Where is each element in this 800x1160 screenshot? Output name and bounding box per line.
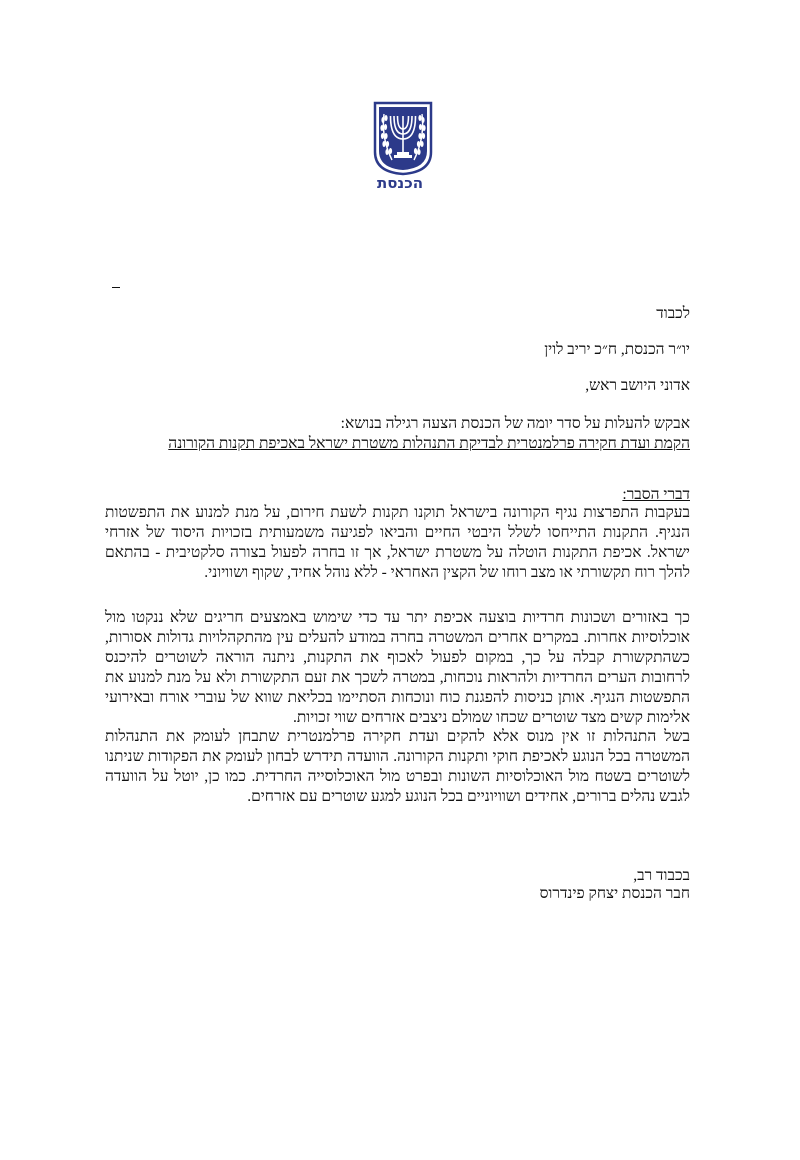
logo-text: הכנסת [376,174,424,192]
request-intro: אבקש להעלות על סדר יומה של הכנסת הצעה רגילה בנושא: [340,415,690,432]
recipient-line: יו״ר הכנסת, ח״כ יריב לוין [544,341,690,358]
salutation-to: לכבוד [656,305,690,322]
signer-name: חבר הכנסת יצחק פינדרוס [539,885,690,902]
request-subject: הקמת ועדת חקירה פרלמנטרית לבדיקת התנהלות משטרת ישראל באכיפת תקנות הקורונה [168,435,690,452]
closing-regards: בכבוד רב, [633,867,690,884]
explanation-heading: דברי הסבר: [622,486,690,503]
address-line: אדוני היושב ראש, [585,377,690,394]
text-cursor-mark [112,287,120,288]
explanation-paragraph-2: כך באזורים ושכונות חרדיות בוצעה אכיפת יתר עד כדי שימוש באמצעים חריגים שלא ננקטו מול אוכלוסיות אחרות. במקרים אחרים המשטרה בחרה במודע להעלים עין מהתקהלויות גדולות אסורות, כשהתקשורת קבלה על כך, במקום לפעול לאכוף את התקנות, ניתנה הוראה לשוטרים להיכנס לרחובות הערים החרדיות ולהראות נוכחות, במטרה לשכך את זעם התקשורת ולא על מנת למנוע את התפשטות הנגיף. אותן כניסות להפגנת כוח ונוכחות הסתיימו בכליאת שווא של עוברי אורח ובאירועי אלימות קשים מצד שוטרים שכחו שמולם ניצבים אזרחים שווי זכויות. [105,609,690,726]
explanation-paragraph-1: בעקבות התפרצות נגיף הקורונה בישראל תוקנו תקנות לשעת חירום, על מנת למנוע את התפשטות הנגיף. התקנות התייחסו לשלל היבטי החיים והביאו לפגיעה משמעותית בזכויות היסוד של אזרחי ישראל. אכיפת התקנות הוטלה על משטרת ישראל, אך זו בחרה לפעול בצורה סלקטיבית - בהתאם להלך רוח תקשורתי או מצב רוחו של הקצין האחראי - ללא נוהל אחיד, שקוף ושוויוני. [105,504,690,581]
explanation-paragraph-3: בשל התנהלות זו אין מנוס אלא להקים ועדת חקירה פרלמנטרית שתבחן לעומק את התנהלות המשטרה בכל הנוגע לאכיפת חוקי ותקנות הקורונה. הוועדה תידרש לבחון לעומק את הפקודות שניתנו לשוטרים בשטח מול האוכלוסיות השונות ובפרט מול האוכלוסייה החרדית. כמו כן, יוטל על הוועדה לגבש נהלים ברורים, אחידים ושוויוניים בכל הנוגע למגע שוטרים עם אזרחים. [105,728,690,805]
menorah-emblem-icon [372,100,434,176]
